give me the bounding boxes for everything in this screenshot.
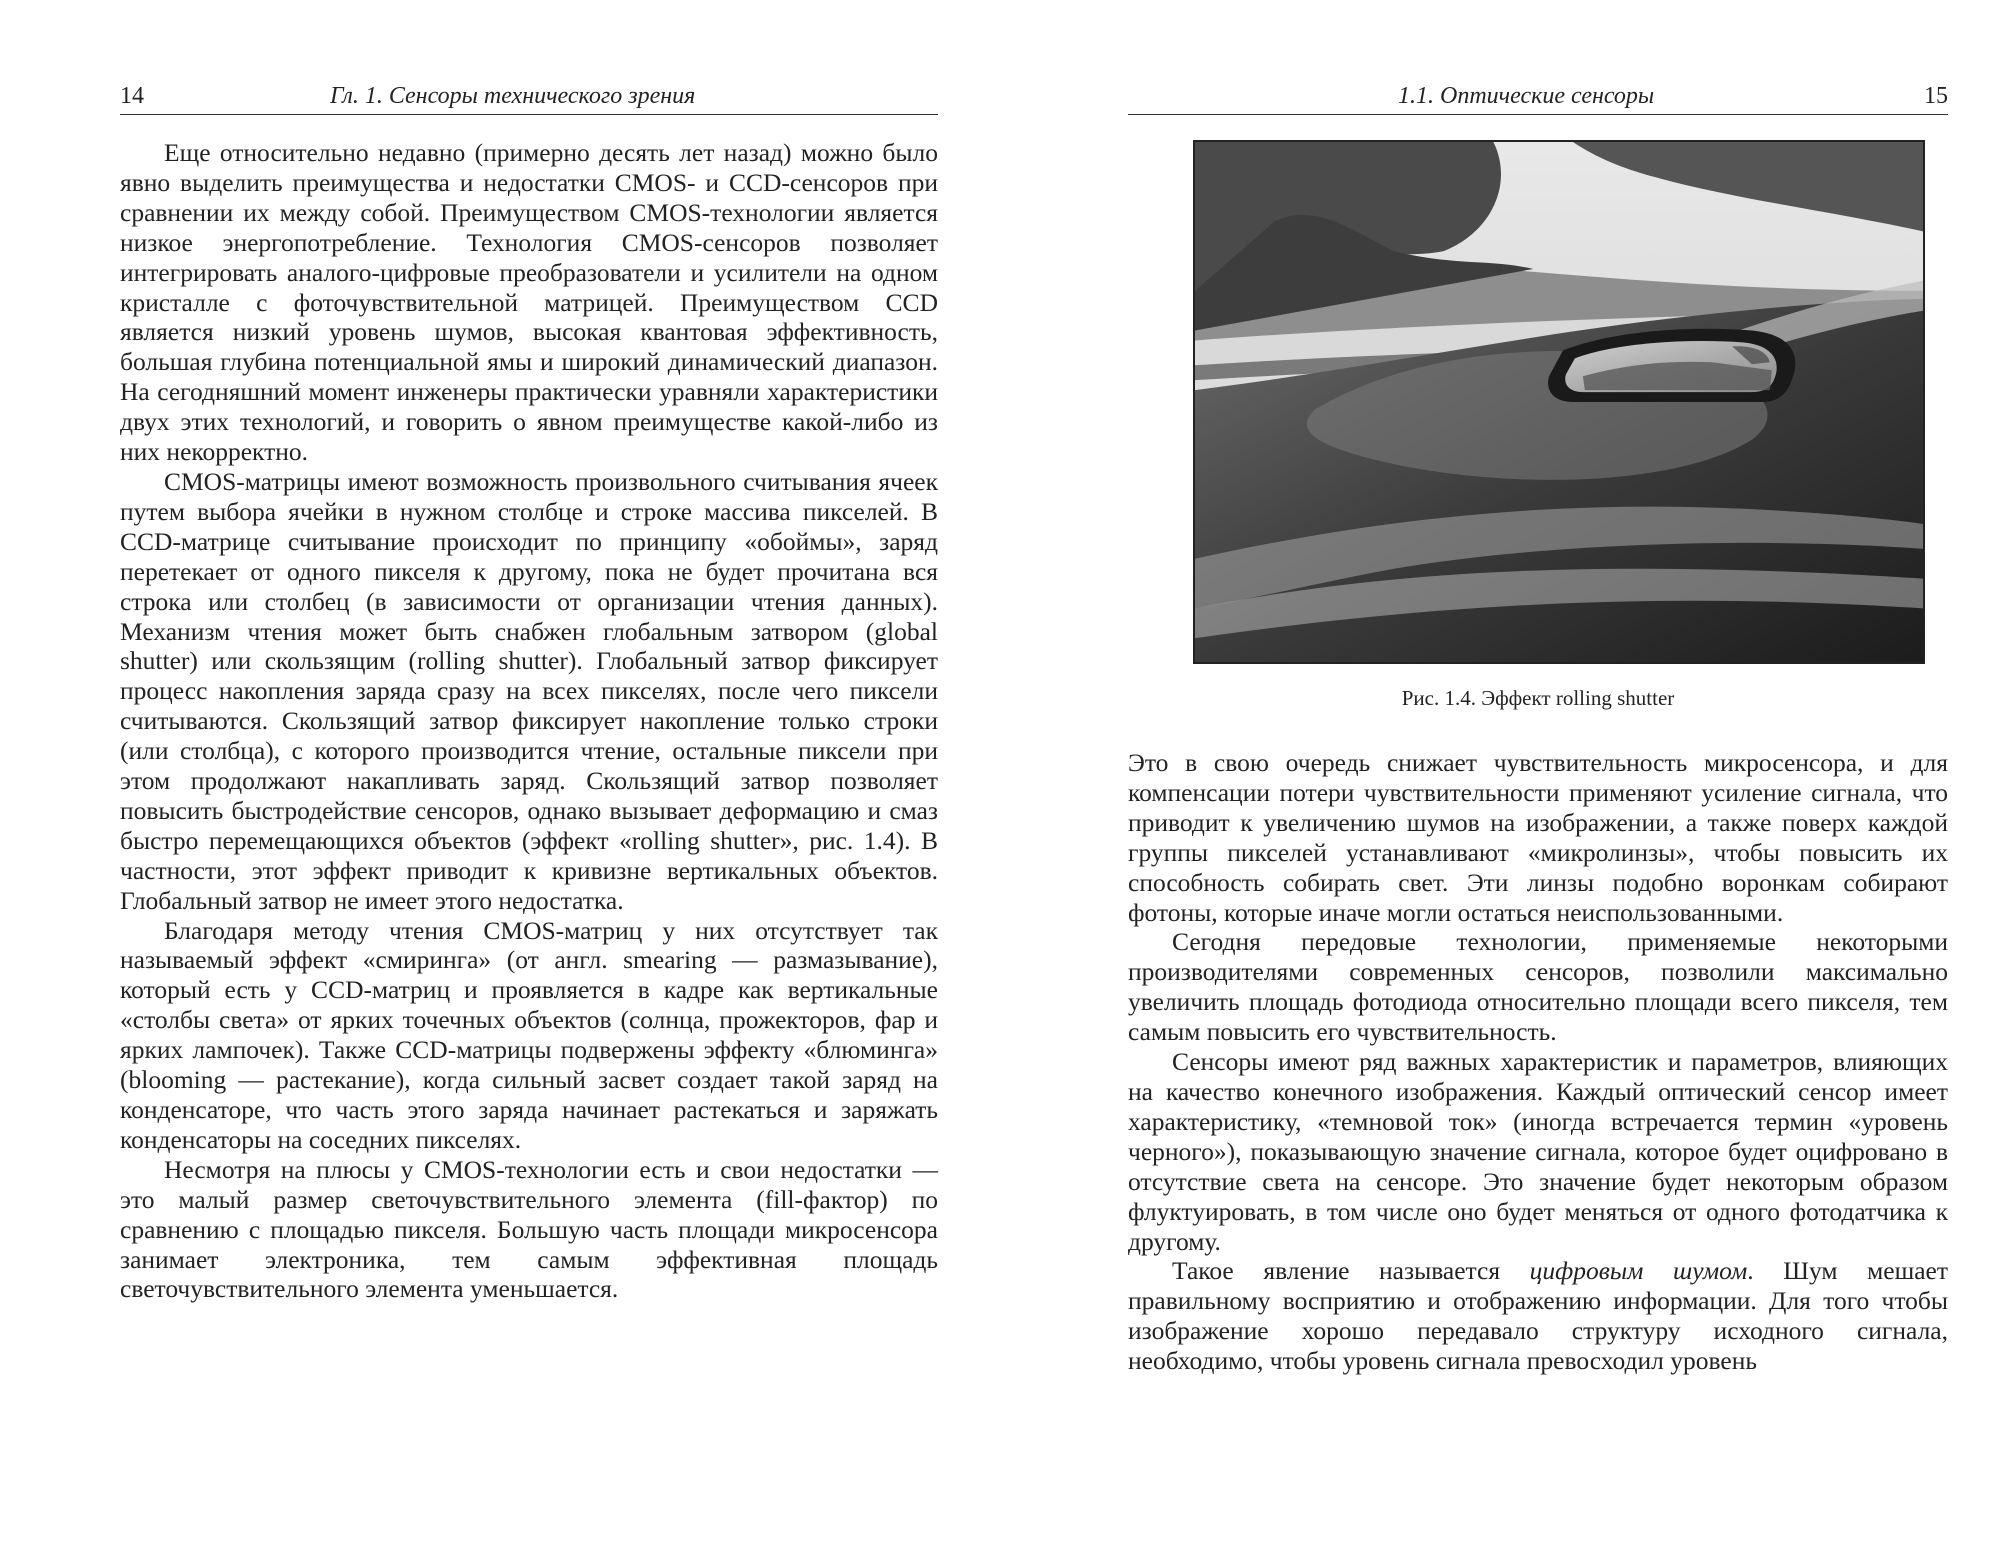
left-running-head — [120, 78, 938, 115]
right-page-number: 15 — [1924, 83, 1948, 109]
figure-caption: Рис. 1.4. Эффект rolling shutter — [1401, 686, 1675, 710]
left-paragraph-4: Несмотря на плюсы у CMOS-технологии есть и свои недостатки — это малый размер светочувствительного элемента (fill-фактор) по сравнению с площадью пикселя. Большую часть площади микросенсора занимает электроника, тем самым эффективная площадь светочувствительного элемента уменьшается. — [120, 1154, 938, 1304]
left-paragraph-2: CMOS-матрицы имеют возможность произвольного считывания ячеек путем выбора ячейки в нужном столбце и строке массива пикселей. В CCD-матрице считывание происходит по принципу «обоймы», заряд перетекает от одного пикселя к другому, пока не будет прочитана вся строка или столбец (в зависимости от организации чтения данных). Механизм чтения может быть снабжен глобальным затвором (global shutter) или скользящим (rolling shutter). Глобальный затвор фиксирует процесс накопления заряда сразу на всех пикселях, после чего пиксели считываются. Скользящий затвор фиксирует накопление только строки (или столбца), с которого производится чтение, остальные пиксели при этом продолжают накапливать заряд. Скользящий затвор позволяет повысить быстродействие сенсоров, однако вызывает деформацию и смаз быстро перемещающихся объектов (эффект «rolling shutter», рис. 1.4). В частности, этот эффект приводит к кривизне вертикальных объектов. Глобальный затвор не имеет этого недостатка. — [120, 466, 938, 915]
right-paragraph-3: Сенсоры имеют ряд важных характеристик и параметров, влияющих на качество конечного изображения. Каждый оптический сенсор имеет характеристику, «темновой ток» (иногда встречается термин «уровень черного»), показывающую значение сигнала, которое будет оцифровано в отсутствие света на сенсоре. Это значение будет некоторым образом флуктуировать, в том числе оно будет меняться от одного фотодатчика к другому. — [1128, 1047, 1948, 1256]
rolling-shutter-photo — [1193, 140, 1925, 664]
right-paragraph-2: Сегодня передовые технологии, применяемые некоторыми производителями современных сенсоров, позволили максимально увеличить площадь фотодиода относительно площади всего пикселя, тем самым повысить его чувствительность. — [1128, 927, 1948, 1047]
emphasized-term: цифровым шумом — [1529, 1256, 1748, 1286]
right-body-text — [1128, 748, 1948, 1376]
left-running-title: Гл. 1. Сенсоры технического зрения — [330, 83, 696, 109]
left-paragraph-3: Благодаря методу чтения CMOS-матриц у них отсутствует так называемый эффект «смиринга» (от англ. smearing — размазывание), который есть у CCD-матриц и проявляется в кадре как вертикальные «столбы света» от ярких точечных объектов (солнца, прожекторов, фар и ярких лампочек). Также CCD-матрицы подвержены эффекту «блюминга» (blooming — растекание), когда сильный засвет создает такой заряд на конденсаторе, что часть этого заряда начинает растекаться и заряжать конденсаторы на соседних пикселях. — [120, 915, 938, 1154]
right-paragraph-1: Это в свою очередь снижает чувствительность микросенсора, и для компенсации потери чувствительности применяют усиление сигнала, что приводит к увеличению шумов на изображении, а также поверх каждой группы пикселей устанавливают «микролинзы», чтобы повысить их способность собирать свет. Эти линзы подобно воронкам собирают фотоны, которые иначе могли остаться неиспользованными. — [1128, 748, 1948, 927]
right-running-head — [1128, 78, 1948, 115]
paragraph-4-rest: . Шум мешает правильному восприятию и отображению информации. Для того чтобы изображение хорошо передавало структуру исходного сигнала, необходимо, чтобы уровень сигнала превосходил уровень — [1128, 1256, 1948, 1376]
rolling-shutter-photo-art — [1195, 142, 1923, 662]
paragraph-4-lead: Такое явление называется — [1172, 1256, 1530, 1286]
right-running-title: 1.1. Оптические сенсоры — [1398, 83, 1655, 109]
left-page — [120, 0, 938, 1549]
left-page-number: 14 — [120, 83, 144, 109]
right-page — [1128, 0, 1948, 1549]
left-paragraph-1: Еще относительно недавно (примерно десять лет назад) можно было явно выделить преимущества и недостатки CMOS- и CCD-сенсоров при сравнении их между собой. Преимуществом CMOS-технологии является низкое энергопотребление. Технология CMOS-сенсоров позволяет интегрировать аналого-цифровые преобразователи и усилители на одном кристалле с фоточувствительной матрицей. Преимуществом CCD является низкий уровень шумов, высокая квантовая эффективность, большая глубина потенциальной ямы и широкий динамический диапазон. На сегодняшний момент инженеры практически уравняли характеристики двух этих технологий, и говорить о явном преимуществе какой-либо из них некорректно. — [120, 138, 938, 467]
left-body-text — [120, 138, 938, 1304]
right-paragraph-4 — [1128, 1256, 1948, 1376]
